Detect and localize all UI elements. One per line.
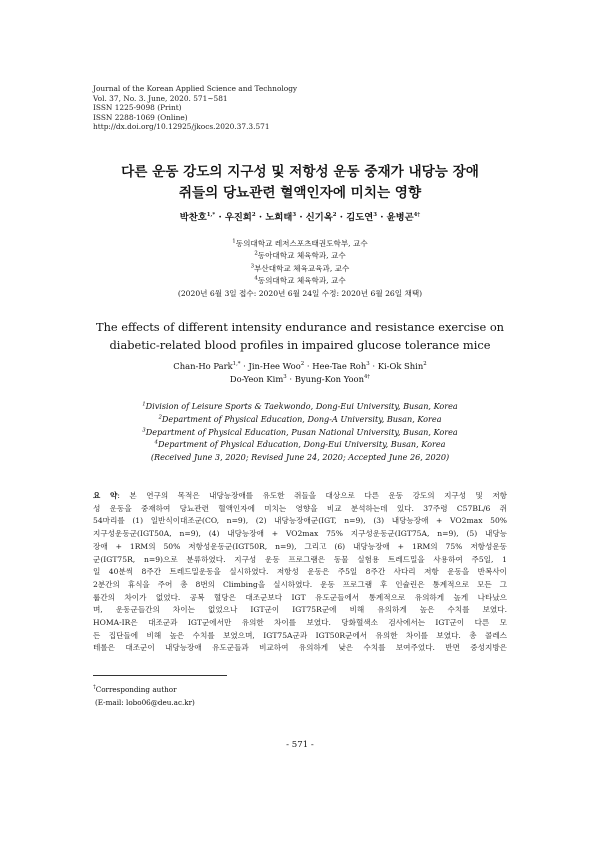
affiliation-sup: 2: [254, 250, 258, 257]
english-separator: ·: [286, 374, 295, 384]
korean-affiliation: [0, 263, 600, 275]
affiliation-sup: 4: [154, 439, 158, 446]
page-number: - 571 -: [286, 740, 314, 750]
korean-author: [387, 212, 421, 223]
english-author-name: Do-Yeon Kim: [229, 374, 284, 384]
korean-author-name: 노희태: [265, 212, 293, 223]
journal-header: [93, 84, 297, 132]
english-author-sup: 4†: [364, 374, 371, 381]
affiliation-text: 부산대학교 체육교육과, 교수: [254, 263, 350, 273]
corresponding-email[interactable]: (E-mail: lobo06@deu.ac.kr): [95, 697, 195, 707]
korean-affiliation: [0, 238, 600, 250]
english-authors-line2: [0, 373, 600, 386]
english-author: [249, 361, 305, 371]
korean-author: [225, 212, 256, 223]
korean-author-name: 우진희: [224, 212, 252, 223]
english-author-name: Ki-Ok Shin: [377, 361, 424, 371]
affiliation-text: Department of Physical Education, Dong-A University, Busan, Korea: [161, 413, 442, 424]
english-author: [173, 361, 240, 371]
korean-affiliation: [0, 250, 600, 262]
korean-title-line1: 다른 운동 강도의 지구성 및 저항성 운동 중재가 내당능 장애: [121, 164, 479, 180]
english-author-sup: 3: [283, 374, 287, 381]
korean-author-sup: 1,*: [206, 211, 216, 218]
korean-affiliations: [0, 238, 600, 300]
abstract-text: 룹간의 차이가 없었다. 공복 혈당은 대조군보다 IGT 유도군들에서 통계적으로 유의하게 높게 나타났으: [93, 592, 507, 602]
korean-author-sup: 2: [251, 211, 256, 218]
abstract-text: : 본 연구의 목적은 내당능장애를 유도한 쥐들을 대상으로 다른 운동 강도의 지구성 및 저항: [117, 491, 507, 500]
abstract-label: 요 약: [93, 491, 118, 500]
english-author-sup: 1,*: [232, 361, 241, 368]
abstract-text: 든 집단들에 비해 높은 수치를 보였으며, IGT75A군과 IGT50R군에서 유의한 차이를 보였다. 총 콜레스: [93, 630, 507, 640]
english-author: [230, 374, 287, 384]
doi-link[interactable]: http://dx.doi.org/10.12925/jkocs.2020.37.3.571: [93, 122, 270, 132]
abstract-line: [93, 617, 507, 630]
english-author-sup: 3: [366, 361, 370, 368]
english-affiliation: [0, 413, 600, 426]
english-authors: [0, 360, 600, 386]
korean-author-name: 김도연: [346, 212, 374, 223]
korean-author-sup: 3: [373, 211, 377, 218]
korean-separator: ·: [376, 212, 387, 223]
abstract: [93, 490, 507, 655]
abstract-text: 2분간의 휴식을 주어 총 8번의 Climbing을 실시하였다. 운동 프로그램 후 인슐린은 통계적으로 모든 그: [93, 579, 507, 589]
affiliation-sup: 2: [158, 414, 162, 421]
abstract-text: 54마리를 (1) 일반식이대조군(CO, n=9), (2) 내당능장애군(IGT, n=9), (3) 내당능장애 + VO2max 50%: [93, 516, 507, 526]
corresponding-author: [93, 684, 195, 697]
issn-print: ISSN 1225-9098 (Print): [93, 103, 182, 113]
footnote: [93, 684, 195, 709]
english-separator: ·: [240, 361, 249, 371]
english-authors-line1: [0, 360, 600, 373]
issn-online: ISSN 2288-1069 (Online): [93, 112, 188, 122]
abstract-line: [93, 579, 507, 592]
english-author-name: Hee-Tae Roh: [312, 361, 367, 371]
english-title-line2: diabetic-related blood profiles in impaired glucose tolerance mice: [109, 338, 491, 352]
affiliation-text: Department of Physical Education, Dong-Eui University, Busan, Korea: [157, 439, 446, 450]
korean-authors: [0, 209, 600, 223]
affiliation-text: 동의대학교 체육학과, 교수: [257, 276, 346, 286]
affiliation-text: 동의대학교 레저스포츠태권도학부, 교수: [235, 239, 368, 248]
abstract-text: 성 운동을 중재하여 당뇨관련 혈액인자에 미치는 영향을 비교 분석하는데 있다. 37주령 C57BL/6 쥐: [93, 503, 507, 513]
dagger-mark: †: [93, 684, 96, 691]
english-author-sup: 2: [300, 361, 305, 368]
affiliation-sup: 3: [142, 426, 146, 433]
footnote-divider: [93, 675, 227, 676]
korean-title-line2: 쥐들의 당뇨관련 혈액인자에 미치는 영향: [178, 185, 422, 201]
english-author-name: Chan-Ho Park: [173, 361, 233, 371]
affiliation-sup: 4: [254, 275, 258, 282]
korean-author: [346, 212, 377, 223]
english-author-name: Jin-Hee Woo: [248, 361, 301, 371]
abstract-line: [93, 515, 507, 528]
english-separator: ·: [304, 361, 313, 371]
affiliation-sup: 3: [250, 263, 255, 270]
korean-author-name: 신기옥: [305, 212, 333, 223]
english-author: [295, 374, 370, 384]
korean-title: [40, 162, 560, 204]
corresponding-author-label: Corresponding author: [95, 685, 177, 694]
korean-author-sup: 3: [292, 211, 297, 218]
abstract-line: [93, 642, 507, 655]
english-author: [312, 361, 369, 371]
abstract-line: [93, 503, 507, 516]
affiliation-text: 동아대학교 체육학과, 교수: [257, 251, 346, 261]
english-title: [40, 318, 560, 354]
english-author-name: Byung-Kon Yoon: [294, 374, 364, 384]
korean-author: [265, 212, 296, 223]
affiliation-sup: 1: [142, 401, 146, 408]
english-separator: ·: [369, 361, 378, 371]
english-affiliation: [0, 400, 600, 413]
korean-dates: (2020년 6월 3일 접수: 2020년 6월 24일 수정: 2020년 6월 26일 채택): [177, 288, 423, 298]
korean-affiliation: [0, 275, 600, 287]
english-author: [378, 361, 427, 371]
abstract-text: 테롤은 대조군이 내당능장애 유도군들과 비교하여 유의하게 낮은 수치를 보여주었다. 반면 중성지방은: [93, 643, 507, 653]
korean-author-name: 윤병곤: [386, 212, 414, 223]
abstract-text: 군(IGT75R, n=9)으로 분류하였다. 지구성 운동 프로그램은 동물 실험용 트레드밀을 사용하여 주5일, 1: [93, 554, 507, 564]
abstract-line: [93, 541, 507, 554]
affiliation-text: Division of Leisure Sports & Taekwondo, Dong-Eui University, Busan, Korea: [145, 401, 458, 411]
english-affiliations: [0, 400, 600, 464]
abstract-text: 며, 운동군들간의 차이는 없었으나 IGT군이 IGT75R군에 비해 유의하게 높은 수치를 보였다.: [93, 605, 507, 615]
korean-author-sup: 2: [332, 211, 337, 218]
abstract-line: [93, 528, 507, 541]
korean-author: [180, 212, 215, 223]
abstract-line: [93, 554, 507, 567]
korean-separator: ·: [215, 212, 225, 223]
english-dates: (Received June 3, 2020; Revised June 24, 2020; Accepted June 26, 2020): [150, 452, 450, 463]
abstract-text: 일 40분씩 8주간 트레드밀운동을 실시하였다. 저항성 운동은 주5일 8주간 사다리 저항 운동을 반복사이: [93, 567, 507, 577]
abstract-text: HOMA-IR은 대조군과 IGT군에서만 유의한 차이를 보였다. 당화혈색소 검사에서는 IGT군이 다른 모: [93, 618, 507, 628]
english-title-line1: The effects of different intensity endurance and resistance exercise on: [95, 320, 505, 334]
english-affiliation: [0, 426, 600, 439]
abstract-line: [93, 592, 507, 605]
korean-author-sup: 4†: [413, 211, 421, 218]
journal-volume: Vol. 37, No. 3. June, 2020. 571~581: [93, 93, 228, 103]
korean-author: [306, 212, 337, 223]
english-affiliation: [0, 438, 600, 451]
abstract-line: [93, 630, 507, 643]
abstract-line: [93, 604, 507, 617]
journal-name: Journal of the Korean Applied Science and Technology: [93, 84, 298, 93]
english-author-sup: 2: [423, 361, 427, 368]
affiliation-sup: 1: [232, 238, 236, 245]
korean-separator: ·: [336, 212, 347, 223]
korean-author-name: 박찬호: [179, 212, 207, 223]
affiliation-text: Department of Physical Education, Pusan National University, Busan, Korea: [145, 426, 458, 437]
abstract-text: 지구성운동군(IGT50A, n=9), (4) 내당능장애 + VO2max 75% 지구성운동군(IGT75A, n=9), (5) 내당능: [93, 529, 507, 539]
abstract-line: [93, 490, 507, 503]
abstract-line: [93, 566, 507, 579]
korean-separator: ·: [296, 212, 306, 223]
abstract-text: 장애 + 1RM의 50% 저항성운동군(IGT50R, n=9), 그리고 (6) 내당능장애 + 1RM의 75% 저항성운동: [93, 541, 507, 551]
korean-separator: ·: [255, 212, 266, 223]
